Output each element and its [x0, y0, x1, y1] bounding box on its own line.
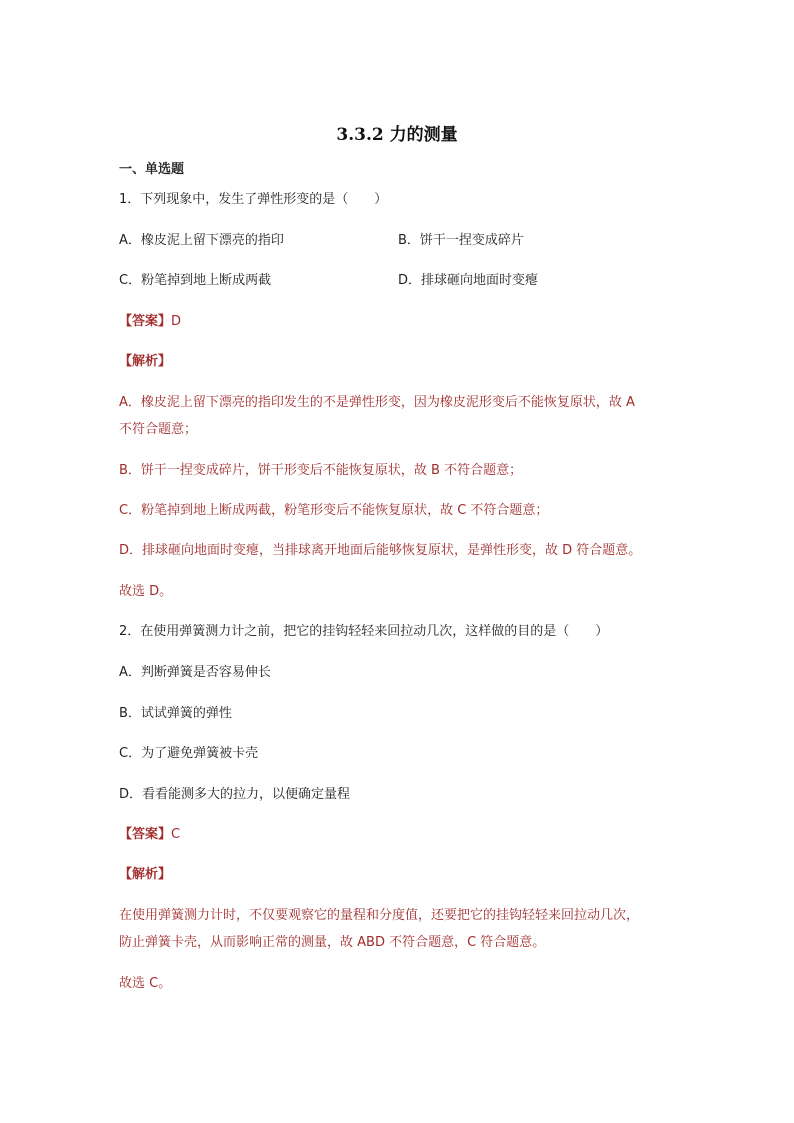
page-title: 3.3.2 力的测量	[336, 125, 458, 145]
option-a: A．判断弹簧是否容易伸长	[119, 665, 271, 680]
analysis-line: 在使用弹簧测力计时，不仅要观察它的量程和分度值，还要把它的挂钩轻轻来回拉动几次，	[119, 908, 640, 923]
answer-label: 【答案】	[119, 314, 172, 329]
answer-value: D	[171, 314, 182, 329]
analysis-line: 防止弹簧卡壳，从而影响正常的测量，故 ABD 不符合题意，C 符合题意。	[119, 935, 546, 950]
option-d: D．看看能测多大的拉力，以便确定量程	[119, 787, 351, 802]
answer-label: 【答案】	[119, 827, 172, 842]
conclusion: 故选 D。	[119, 584, 173, 599]
question-stem: 2．在使用弹簧测力计之前，把它的挂钩轻轻来回拉动几次，这样做的目的是（ ）	[119, 624, 609, 639]
option-c: C．为了避免弹簧被卡壳	[119, 746, 259, 761]
section-heading: 一、单选题	[119, 162, 185, 177]
analysis-line: A．橡皮泥上留下漂亮的指印发生的不是弹性形变，因为橡皮泥形变后不能恢复原状，故 A	[119, 395, 635, 410]
analysis-line: D．排球砸向地面时变瘪，当排球离开地面后能够恢复原状，是弹性形变，故 D 符合题意。	[119, 543, 642, 558]
analysis-line: 不符合题意；	[119, 422, 198, 437]
option-a: A．橡皮泥上留下漂亮的指印	[119, 233, 284, 248]
option-b: B．饼干一捏变成碎片	[398, 233, 524, 248]
analysis-label: 【解析】	[119, 867, 172, 882]
answer-value: C	[171, 827, 181, 842]
option-b: B．试试弹簧的弹性	[119, 706, 232, 721]
analysis-line: B．饼干一捏变成碎片，饼干形变后不能恢复原状，故 B 不符合题意；	[119, 463, 523, 478]
answer-line	[119, 827, 180, 843]
conclusion: 故选 C。	[119, 976, 172, 991]
analysis-label: 【解析】	[119, 354, 172, 369]
answer-line	[119, 314, 181, 330]
question-stem: 1．下列现象中，发生了弹性形变的是（ ）	[119, 192, 388, 207]
option-c: C．粉笔掉到地上断成两截	[119, 273, 272, 288]
option-d: D．排球砸向地面时变瘪	[398, 273, 539, 288]
analysis-line: C．粉笔掉到地上断成两截，粉笔形变后不能恢复原状，故 C 不符合题意；	[119, 503, 549, 518]
